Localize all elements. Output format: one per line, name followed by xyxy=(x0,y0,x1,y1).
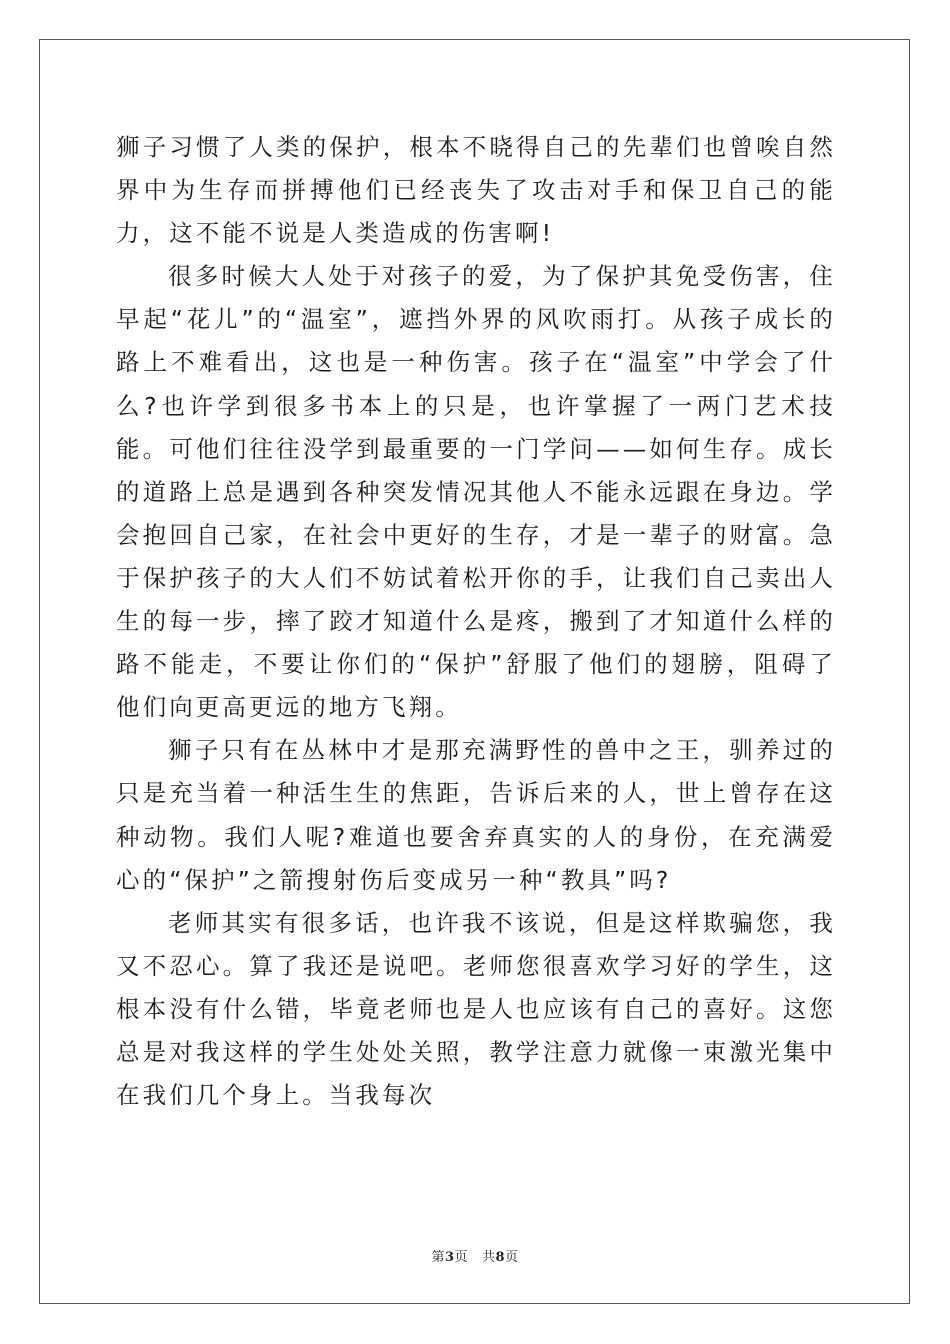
paragraph-1: 狮子习惯了人类的保护，根本不晓得自己的先辈们也曾唉自然界中为生存而拼搏他们已经丧失了攻击对手和保卫自己的能力，这不能不说是人类造成的伤害啊! xyxy=(116,133,836,248)
total-suffix: 页 xyxy=(505,1250,519,1265)
paragraph-2: 很多时候大人处于对孩子的爱，为了保护其免受伤害，住早起“花儿”的“温室”，遮挡外界的风吹雨打。从孩子成长的路上不难看出，这也是一种伤害。孩子在“温室”中学会了什么?也许学到很多书本上的只是，也许掌握了一两门艺术技能。可他们往往没学到最重要的一门学问——如何生存。成长的道路上总是遇到各种突发情况其他人不能永远跟在身边。学会抱回自己家，在社会中更好的生存，才是一辈子的财富。急于保护孩子的大人们不妨试着松开你的手，让我们自己卖出人生的每一步，摔了跤才知道什么是疼，搬到了才知道什么样的路不能走，不要让你们的“保护”舒服了他们的翅膀，阻碍了他们向更高更远的地方飞翔。 xyxy=(116,262,836,722)
total-prefix: 共 xyxy=(481,1250,496,1265)
page-number: 3 xyxy=(444,1250,455,1265)
paragraph-4: 老师其实有很多话，也许我不该说，但是这样欺骗您，我又不忍心。算了我还是说吧。老师您很喜欢学习好的学生，这根本没有什么错，毕竟老师也是人也应该有自己的喜好。这您总是对我这样的学生处处关照，教学注意力就像一束激光集中在我们几个身上。当我每次 xyxy=(116,908,836,1110)
document-body xyxy=(116,126,836,1117)
total-pages: 8 xyxy=(495,1250,506,1265)
page-footer xyxy=(0,1246,950,1265)
page-prefix: 第 xyxy=(431,1250,445,1265)
page-suffix: 页 xyxy=(454,1250,469,1265)
paragraph-3: 狮子只有在丛林中才是那充满野性的兽中之王，驯养过的只是充当着一种活生生的焦距，告诉后来的人，世上曾存在这种动物。我们人呢?难道也要舍弃真实的人的身份，在充满爱心的“保护”之箭搜射伤后变成另一种“教具”吗? xyxy=(116,736,836,894)
